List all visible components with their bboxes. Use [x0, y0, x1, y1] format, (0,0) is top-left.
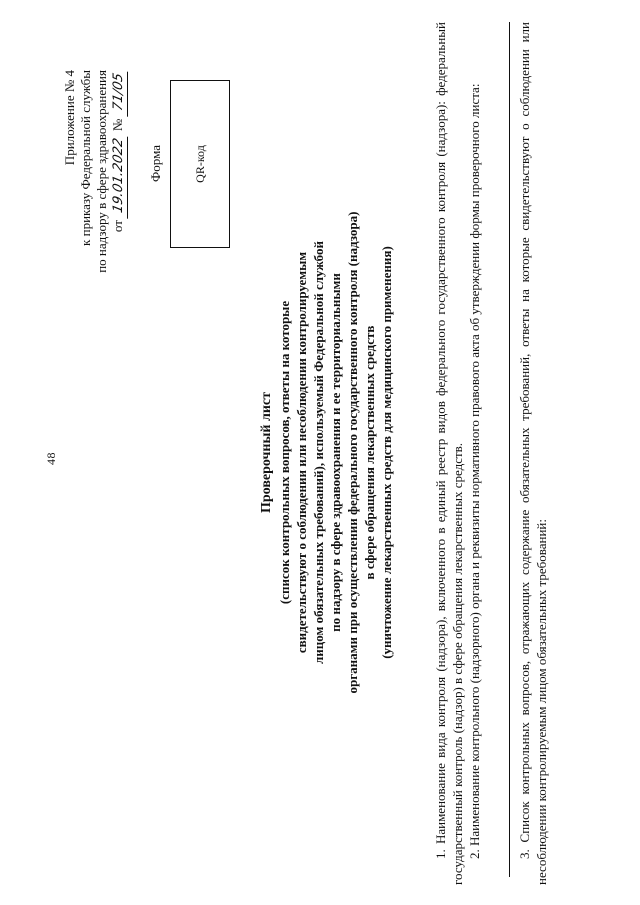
title-line: лицом обязательных требований), используемый Федеральной службой: [311, 241, 326, 664]
appendix-line-1: Приложение № 4: [62, 70, 77, 166]
qr-code-box: [170, 80, 230, 248]
items-1-2: [432, 22, 483, 885]
appendix-header: [62, 70, 128, 330]
handwritten-date: 19.01.2022: [111, 133, 128, 219]
appendix-line-3: по надзору в сфере здравоохранения: [94, 70, 109, 273]
appendix-date-line: [110, 70, 128, 330]
handwritten-number: 71/05: [111, 68, 128, 117]
item-2-paragraph: 2. Наименование контрольного (надзорного) органа и реквизиты нормативного правового акта об утверждении формы проверочного листа:: [467, 83, 482, 859]
checklist-title: [258, 80, 395, 825]
page-number: 48: [44, 452, 58, 465]
form-label: Форма: [148, 145, 163, 182]
item-3: [516, 22, 550, 885]
title-line: в сфере обращения лекарственных средств: [362, 325, 377, 580]
title-line: по надзору в сфере здравоохранения и ее территориальными: [328, 273, 343, 632]
item-3-paragraph: 3. Список контрольных вопросов, отражающих содержание обязательных требований, ответы на которые свидетельствуют о соблюдении или несоблюдении контролируемым лицом обязательных требований:: [517, 22, 549, 885]
number-prefix: №: [110, 118, 125, 132]
qr-code-label: QR-код: [192, 145, 207, 183]
appendix-line-2: к приказу Федеральной службы: [78, 70, 93, 246]
title-line: (уничтожение лекарственных средств для медицинского применения): [379, 246, 394, 659]
title-line: органами при осуществлении федерального государственного контроля (надзора): [345, 211, 360, 694]
horizontal-rule: [509, 22, 510, 877]
date-prefix: от: [110, 220, 125, 233]
page-title: Проверочный лист: [259, 392, 274, 513]
title-line: свидетельствуют о соблюдении или несоблюдении контролируемым: [294, 251, 309, 654]
title-line: (список контрольных вопросов, ответы на которые: [277, 300, 292, 605]
item-1-paragraph: 1. Наименование вида контроля (надзора), включенного в единый реестр видов федерального государственного контроля (надзора): федеральный государственный контроль (надзор) в сфере обращения лекарственных средств.: [433, 22, 465, 885]
